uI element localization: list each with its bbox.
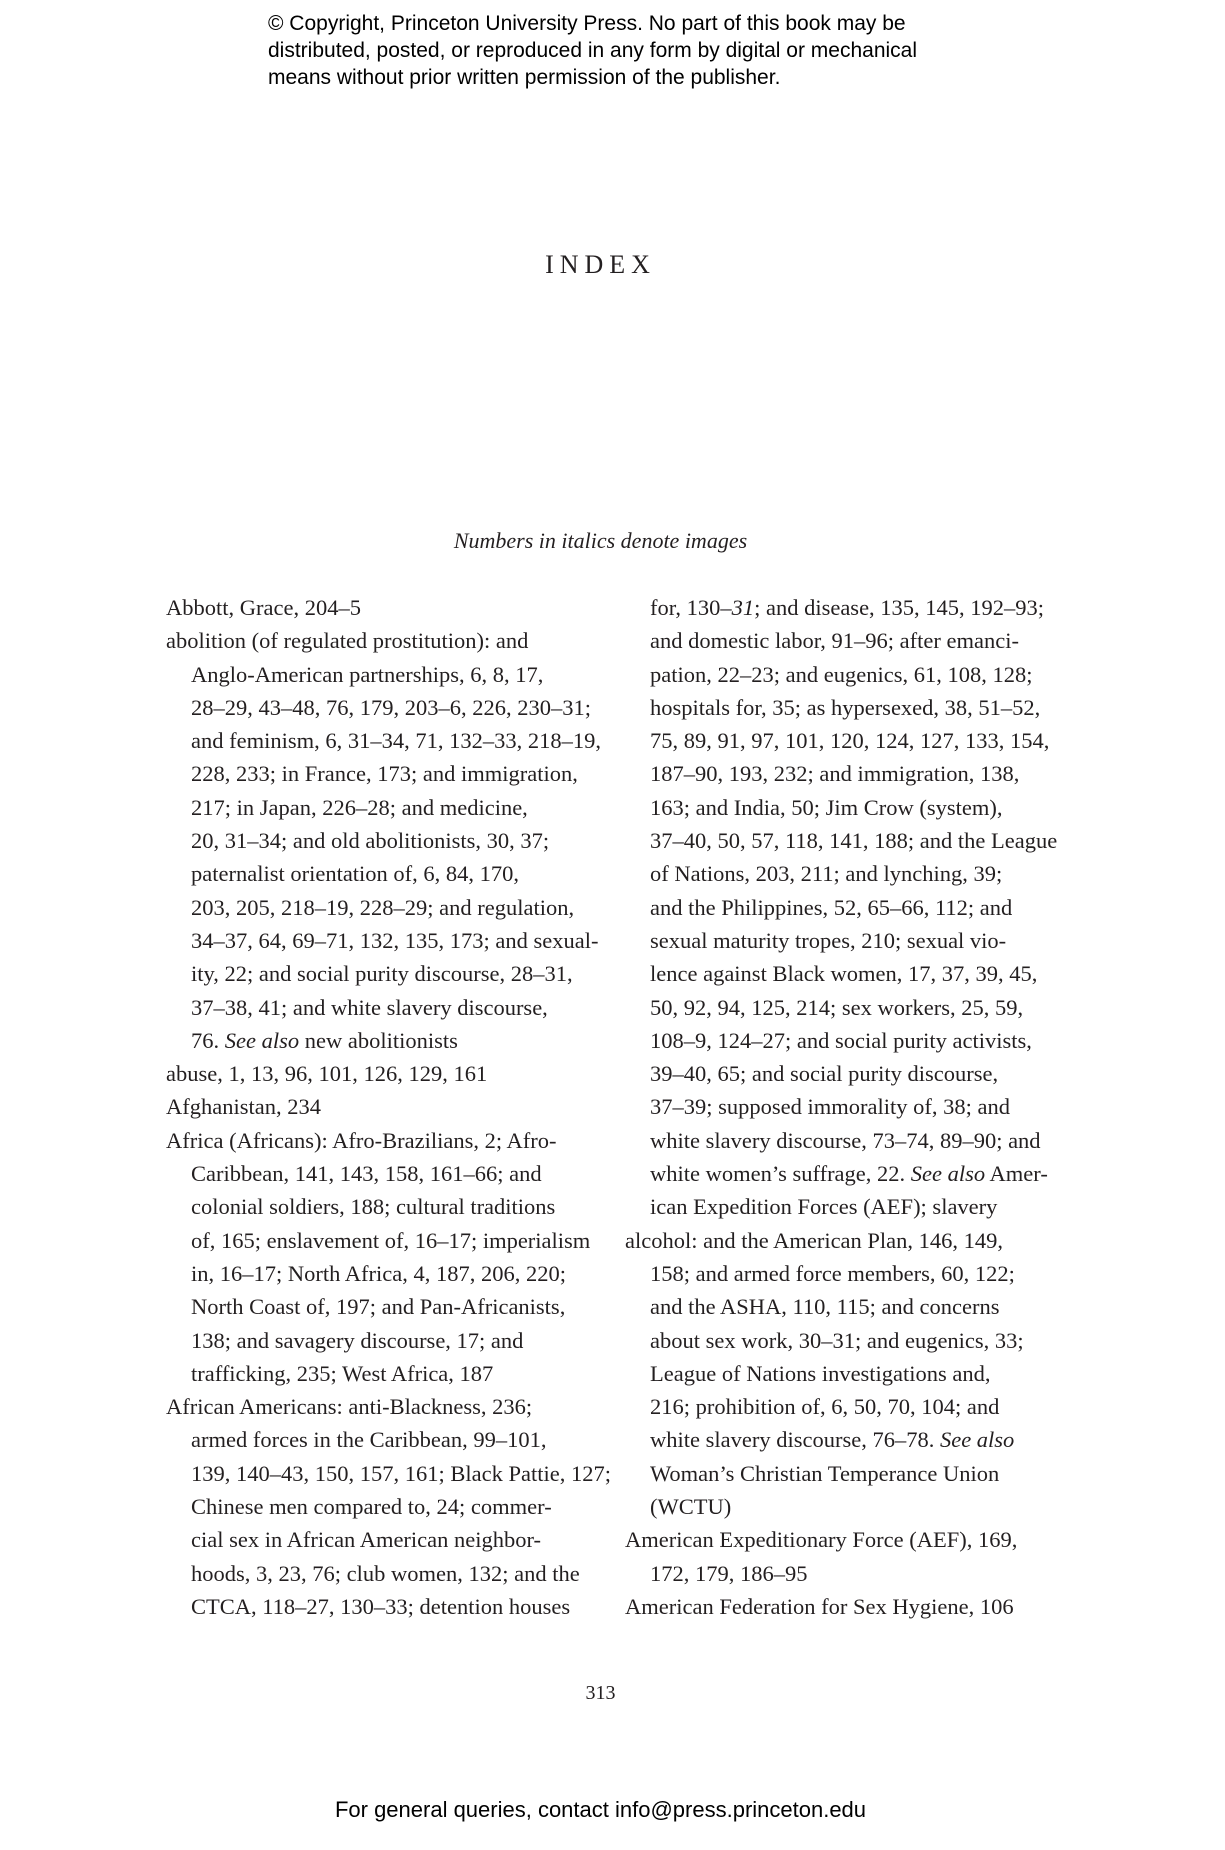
entry-line: Woman’s Christian Temperance Union (650, 1460, 1000, 1486)
entry-line: 187–90, 193, 232; and immigration, 138, (650, 761, 1020, 787)
entry-line: about sex work, 30–31; and eugenics, 33; (650, 1327, 1024, 1353)
entry-line: sexual maturity tropes, 210; sexual vio- (650, 927, 1007, 953)
copyright-line: means without prior written permission of the publisher. (268, 66, 781, 89)
entry-text: white slavery discourse, 76–78. (650, 1427, 940, 1453)
entry-line: ican Expedition Forces (AEF); slavery (650, 1194, 998, 1220)
index-entry (166, 624, 601, 1057)
entry-line: abolition (of regulated prostitution): and (166, 628, 529, 654)
index-entry (625, 1590, 1045, 1623)
entry-line: and feminism, 6, 31–34, 71, 132–33, 218–19, (191, 728, 601, 754)
entry-text: 76. (191, 1027, 225, 1053)
page-number: 313 (585, 1682, 616, 1704)
see-also-label: See also (939, 1427, 1015, 1453)
entry-line: African Americans: anti-Blackness, 236; (166, 1394, 533, 1420)
entry-line: 203, 205, 218–19, 228–29; and regulation, (191, 894, 575, 920)
entry-line (191, 1024, 596, 1057)
entry-line: pation, 22–23; and eugenics, 61, 108, 128; (650, 661, 1033, 687)
entry-text: white women’s suffrage, 22. (650, 1161, 911, 1187)
entry-line: North Coast of, 197; and Pan-Africanists, (191, 1294, 566, 1320)
entry-line: Chinese men compared to, 24; commer- (191, 1494, 552, 1520)
index-entry (166, 1124, 596, 1390)
entry-line (650, 591, 1045, 624)
page-title: INDEX (545, 250, 656, 279)
entry-line: and the ASHA, 110, 115; and concerns (650, 1294, 1000, 1320)
see-also-label: See also (910, 1161, 986, 1187)
entry-line: 228, 233; in France, 173; and immigration, (191, 761, 578, 787)
entry-line: American Federation for Sex Hygiene, 106 (625, 1593, 1014, 1619)
entry-line: cial sex in African American neighbor- (191, 1527, 542, 1553)
entry-line: lence against Black women, 17, 37, 39, 45, (650, 961, 1038, 987)
entry-line: and domestic labor, 91–96; after emanci- (650, 628, 1019, 654)
entry-line: paternalist orientation of, 6, 84, 170, (191, 861, 520, 887)
entry-line: 37–38, 41; and white slavery discourse, (191, 994, 548, 1020)
entry-line: 158; and armed force members, 60, 122; (650, 1260, 1015, 1286)
footer-contact: For general queries, contact info@press.princeton.edu (334, 1797, 867, 1822)
entry-line: 20, 31–34; and old abolitionists, 30, 37; (191, 828, 550, 854)
entry-line: of Nations, 203, 211; and lynching, 39; (650, 861, 1003, 887)
entry-line: colonial soldiers, 188; cultural traditions (191, 1194, 556, 1220)
entry-line (650, 1423, 1045, 1456)
entry-text: new abolitionists (299, 1027, 458, 1053)
entry-line: Caribbean, 141, 143, 158, 161–66; and (191, 1161, 542, 1187)
index-entry (166, 1057, 596, 1090)
entry-line: 138; and savagery discourse, 17; and (191, 1327, 524, 1353)
entry-line: 216; prohibition of, 6, 50, 70, 104; and (650, 1394, 1000, 1420)
entry-line: trafficking, 235; West Africa, 187 (191, 1360, 494, 1386)
entry-text: Amer- (985, 1161, 1048, 1187)
entry-line: 163; and India, 50; Jim Crow (system), (650, 794, 1003, 820)
entry-line: 139, 140–43, 150, 157, 161; Black Pattie, 127; (191, 1460, 611, 1486)
index-entry (625, 1523, 1045, 1590)
entry-line (650, 1157, 1048, 1190)
right-column (625, 591, 1058, 1623)
index-entry-continuation (625, 591, 1058, 1224)
entry-line: white slavery discourse, 73–74, 89–90; and (650, 1127, 1041, 1153)
entry-line: 34–37, 64, 69–71, 132, 135, 173; and sexual- (191, 927, 599, 953)
entry-line: 75, 89, 91, 97, 101, 120, 124, 127, 133, 154, (650, 728, 1050, 754)
image-page-number: 31 (731, 595, 755, 620)
entry-line: abuse, 1, 13, 96, 101, 126, 129, 161 (166, 1061, 488, 1087)
entry-line: 37–39; supposed immorality of, 38; and (650, 1094, 1010, 1120)
entry-line: 108–9, 124–27; and social purity activists, (650, 1027, 1032, 1053)
copyright-notice (268, 10, 1028, 91)
entry-line: hospitals for, 35; as hypersexed, 38, 51–52, (650, 694, 1041, 720)
entry-line: Anglo-American partnerships, 6, 8, 17, (191, 661, 544, 687)
entry-text: for, 130– (650, 595, 732, 620)
entry-line: Abbott, Grace, 204–5 (166, 595, 361, 620)
index-entry (166, 1090, 596, 1123)
entry-line: 217; in Japan, 226–28; and medicine, (191, 794, 528, 820)
entry-line: Africa (Africans): Afro-Brazilians, 2; Afro- (166, 1127, 557, 1153)
see-also-label: See also (224, 1027, 300, 1053)
entry-line: alcohol: and the American Plan, 146, 149, (625, 1227, 1004, 1253)
entry-line: in, 16–17; North Africa, 4, 187, 206, 220; (191, 1260, 566, 1286)
copyright-line: © Copyright, Princeton University Press. No part of this book may be (268, 12, 906, 35)
entry-line: 39–40, 65; and social purity discourse, (650, 1061, 999, 1087)
entry-line: (WCTU) (650, 1494, 732, 1520)
entry-line: League of Nations investigations and, (650, 1360, 991, 1386)
entry-text: ; and disease, 135, 145, 192–93; (754, 595, 1045, 620)
index-entry (625, 1224, 1045, 1524)
entry-line: and the Philippines, 52, 65–66, 112; and (650, 894, 1013, 920)
index-note: Numbers in italics denote images (453, 528, 748, 553)
entry-line: armed forces in the Caribbean, 99–101, (191, 1427, 547, 1453)
entry-line: 50, 92, 94, 125, 214; sex workers, 25, 59, (650, 994, 1024, 1020)
index-entry (166, 591, 596, 624)
entry-line: hoods, 3, 23, 76; club women, 132; and the (191, 1560, 580, 1586)
copyright-line: distributed, posted, or reproduced in any form by digital or mechanical (268, 39, 918, 62)
entry-line: Afghanistan, 234 (166, 1094, 321, 1120)
entry-line: 28–29, 43–48, 76, 179, 203–6, 226, 230–31; (191, 694, 592, 720)
left-column (166, 591, 611, 1623)
index-entry (166, 1390, 611, 1623)
entry-line: American Expeditionary Force (AEF), 169, (625, 1527, 1018, 1553)
entry-line: 172, 179, 186–95 (650, 1560, 808, 1586)
entry-line: 37–40, 50, 57, 118, 141, 188; and the League (650, 828, 1058, 854)
entry-line: CTCA, 118–27, 130–33; detention houses (191, 1593, 571, 1619)
entry-line: of, 165; enslavement of, 16–17; imperialism (191, 1227, 591, 1253)
entry-line: ity, 22; and social purity discourse, 28–31, (191, 961, 573, 987)
